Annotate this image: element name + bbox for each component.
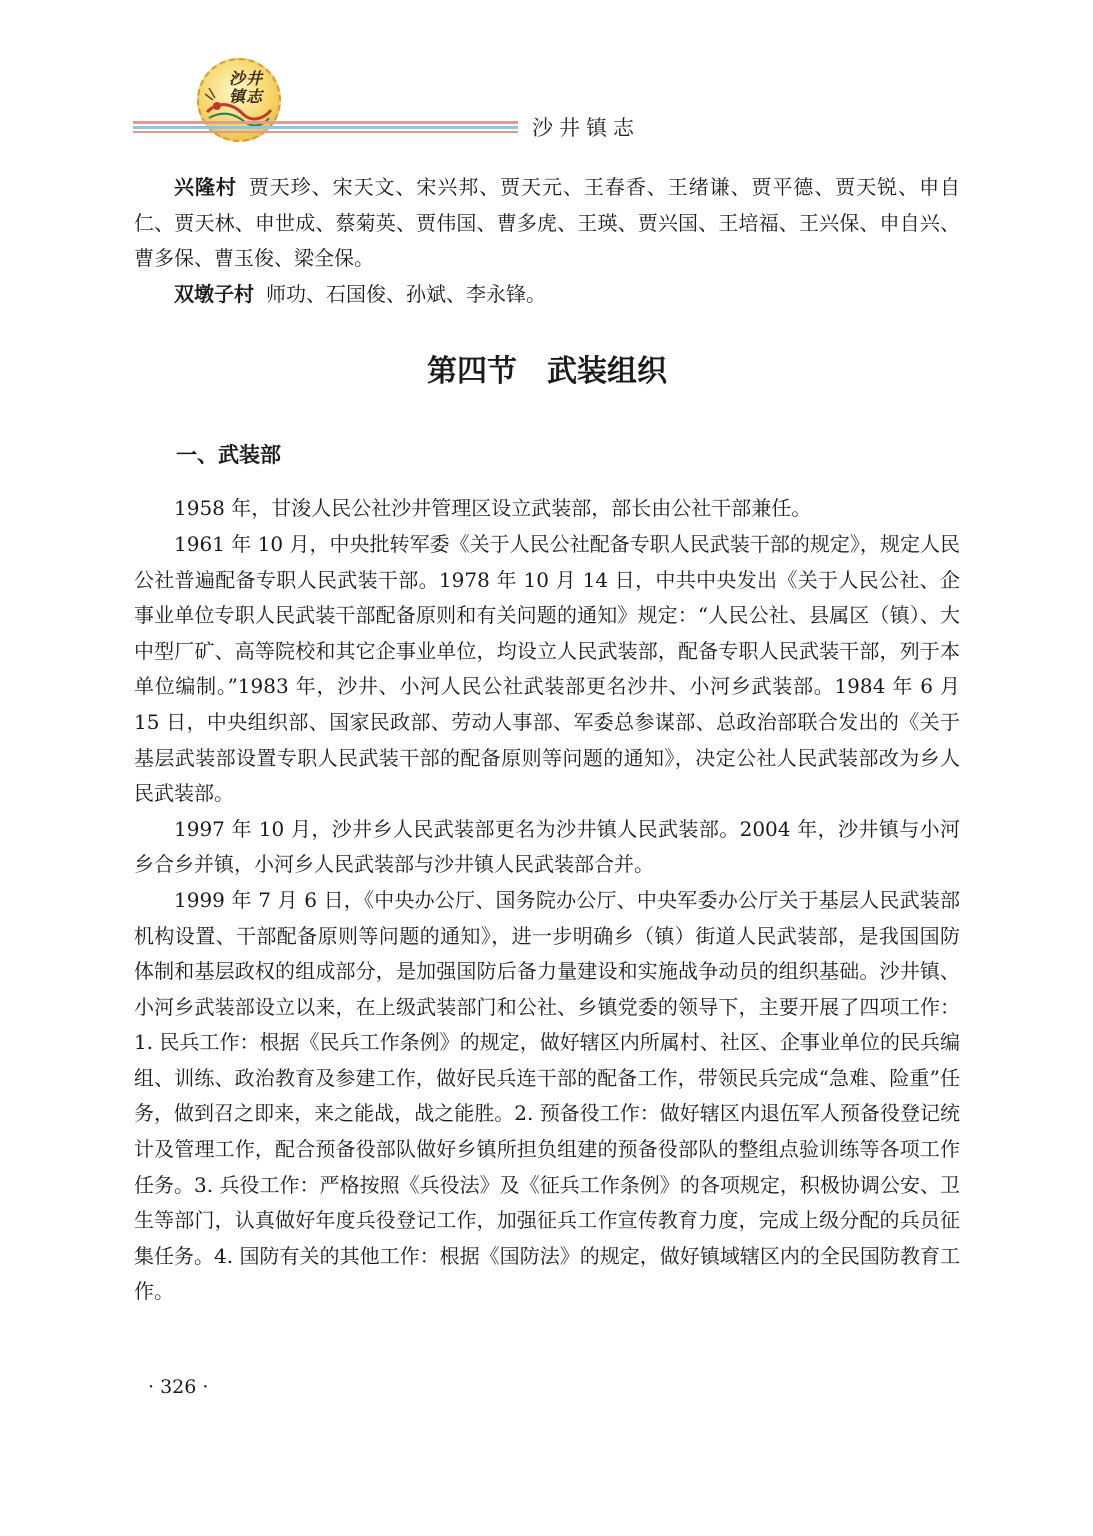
- village-list-item: [134, 170, 960, 277]
- village-names: 师功、石国俊、孙斌、李永锋。: [266, 281, 546, 306]
- page-header: [0, 0, 1093, 150]
- village-names: 贾天珍、宋天文、宋兴邦、贾天元、王春香、王绪谦、贾平德、贾天锐、申自仁、贾天林、申世成、蔡菊英、贾伟国、曹多虎、王瑛、贾兴国、王培福、王兴保、申自兴、曹多保、曹玉俊、梁全保。: [134, 175, 961, 271]
- logo-title: 沙井镇志: [228, 69, 263, 106]
- body-paragraph: 1958 年，甘浚人民公社沙井管理区设立武装部，部长由公社干部兼任。: [174, 496, 812, 521]
- header-rule-blue: [133, 126, 518, 129]
- body-paragraph: 1961 年 10 月，中央批转军委《关于人民公社配备专职人民武装干部的规定》，规定人民公社普遍配备专职人民武装干部。1978 年 10 月 14 日，中共中央发出《关于人民公社、企事业单位专职人民武装干部配备原则和有关问题的通知》规定：“人民公社、县属区（镇）、大中型厂矿、高等院校和其它企事业单位，均设立人民武装部，配备专职人民武装干部，列于本单位编制。”1983 年，沙井、小河人民公社武装部更名沙井、小河乡武装部。1984 年 6 月 15 日，中央组织部、国家民政部、劳动人事部、军委总参谋部、总政治部联合发出的《关于基层武装部设置专职人民武装干部的配备原则等问题的通知》，决定公社人民武装部改为乡人民武装部。: [134, 531, 960, 806]
- running-title: 沙井镇志: [532, 116, 640, 140]
- village-label: 双墩子村: [174, 281, 254, 306]
- page-content: [134, 170, 960, 1310]
- body-paragraph: 1997 年 10 月，沙井乡人民武装部更名为沙井镇人民武装部。2004 年，沙井镇与小河乡合乡并镇，小河乡人民武装部与沙井镇人民武装部合并。: [134, 816, 960, 877]
- village-list-item: [134, 277, 960, 313]
- section-title: 第四节 武装组织: [427, 354, 667, 390]
- page-number: · 326 ·: [148, 1376, 209, 1398]
- header-rule-red: [133, 121, 518, 124]
- book-logo: [197, 58, 281, 142]
- subsection-title: 一、武装部: [176, 443, 281, 468]
- header-rule-red-lower: [133, 131, 518, 133]
- body-paragraph: 1999 年 7 月 6 日，《中央办公厅、国务院办公厅、中央军委办公厅关于基层人民武装部机构设置、干部配备原则等问题的通知》，进一步明确乡（镇）街道人民武装部，是我国国防体制和基层政权的组成部分，是加强国防后备力量建设和实施战争动员的组织基础。沙井镇、小河乡武装部设立以来，在上级武装部门和公社、乡镇党委的领导下，主要开展了四项工作：1. 民兵工作：根据《民兵工作条例》的规定，做好辖区内所属村、社区、企事业单位的民兵编组、训练、政治教育及参建工作，做好民兵连干部的配备工作，带领民兵完成“急难、险重”任务，做到召之即来，来之能战，战之能胜。2. 预备役工作：做好辖区内退伍军人预备役登记统计及管理工作，配合预备役部队做好乡镇所担负组建的预备役部队的整组点验训练等各项工作任务。3. 兵役工作：严格按照《兵役法》及《征兵工作条例》的各项规定，积极协调公安、卫生等部门，认真做好年度兵役登记工作，加强征兵工作宣传教育力度，完成上级分配的兵员征集任务。4. 国防有关的其他工作：根据《国防法》的规定，做好镇域辖区内的全民国防教育工作。: [134, 887, 960, 1304]
- village-label: 兴隆村: [174, 175, 237, 199]
